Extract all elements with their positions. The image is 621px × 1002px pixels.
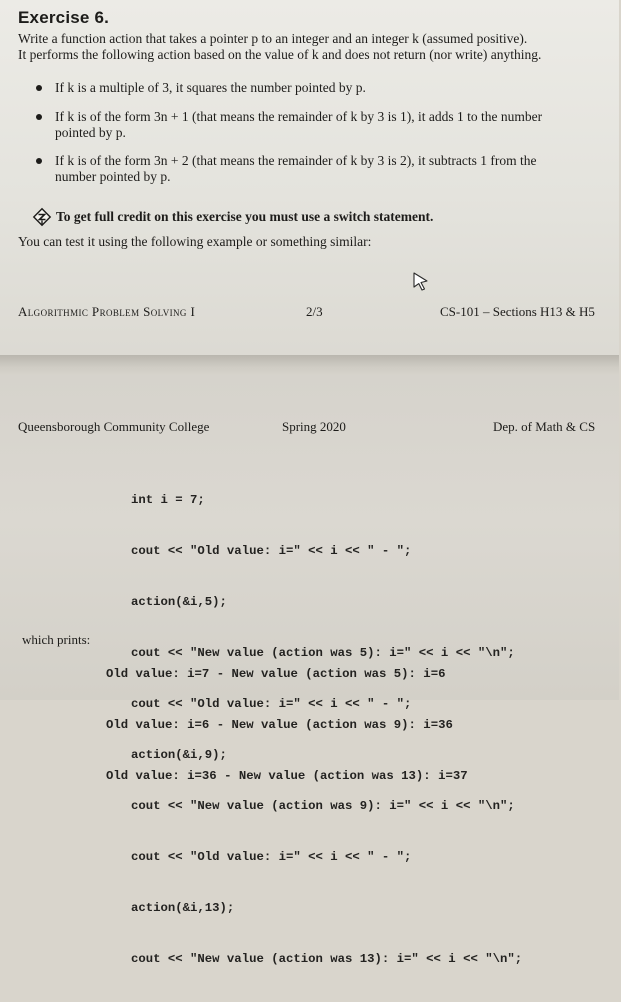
rule-text-line1: If k is a multiple of 3, it squares the number pointed by p.	[55, 80, 366, 95]
bullet-icon	[36, 114, 42, 120]
header-semester: Spring 2020	[282, 419, 346, 434]
code-line: cout << "New value (action was 9): i=" << i << "\n";	[131, 799, 515, 813]
intro-line-2: It performs the following action based on the value of k and does not return (nor write) anything.	[18, 47, 542, 62]
code-line: cout << "Old value: i=" << i << " - ";	[131, 850, 412, 864]
rule-item	[36, 80, 621, 96]
output-line: Old value: i=6 - New value (action was 9): i=36	[106, 718, 453, 732]
footer-course-title: Algorithmic Problem Solving I	[18, 304, 196, 319]
intro-line-1: Write a function action that takes a pointer p to an integer and an integer k (assumed positive).	[18, 31, 528, 46]
header-college: Queensborough Community College	[18, 419, 210, 434]
mouse-cursor-icon	[412, 272, 430, 292]
exercise-intro	[18, 31, 618, 63]
output-line: Old value: i=7 - New value (action was 5): i=6	[106, 667, 446, 681]
output-label: which prints:	[22, 632, 91, 647]
dangerous-bend-icon	[33, 208, 51, 226]
footer-sections: CS-101 – Sections H13 & H5	[440, 304, 595, 319]
code-line: action(&i,5);	[131, 595, 227, 609]
header-department: Dep. of Math & CS	[493, 419, 596, 434]
code-line: cout << "Old value: i=" << i << " - ";	[131, 697, 412, 711]
rule-text-line1: If k is of the form 3n + 2 (that means the remainder of k by 3 is 2), it subtracts 1 from the	[55, 153, 537, 168]
code-line: int i = 7;	[131, 493, 205, 507]
page-break	[0, 355, 619, 375]
bullet-icon	[36, 158, 42, 164]
bullet-icon	[36, 85, 42, 91]
rule-item	[36, 109, 621, 141]
code-line: cout << "New value (action was 5): i=" << i << "\n";	[131, 646, 515, 660]
rules-list	[36, 80, 621, 185]
code-line: cout << "New value (action was 13): i=" << i << "\n";	[131, 952, 523, 966]
credit-note: To get full credit on this exercise you must use a switch statement.	[56, 209, 434, 224]
page-bottom-section	[0, 375, 619, 966]
test-note: You can test it using the following example or something similar:	[18, 234, 372, 249]
rule-text-line2: pointed by p.	[55, 125, 126, 140]
code-line: cout << "Old value: i=" << i << " - ";	[131, 544, 412, 558]
program-output	[106, 632, 468, 819]
page-top-section	[0, 0, 619, 355]
footer-page-number: 2/3	[306, 304, 323, 319]
rule-item	[36, 153, 621, 185]
exercise-title: Exercise 6.	[18, 8, 110, 27]
code-line: action(&i,9);	[131, 748, 227, 762]
rule-text-line2: number pointed by p.	[55, 169, 171, 184]
output-line: Old value: i=36 - New value (action was 13): i=37	[106, 769, 468, 783]
code-line: action(&i,13);	[131, 901, 235, 915]
rule-text-line1: If k is of the form 3n + 1 (that means the remainder of k by 3 is 1), it adds 1 to the number	[55, 109, 543, 124]
